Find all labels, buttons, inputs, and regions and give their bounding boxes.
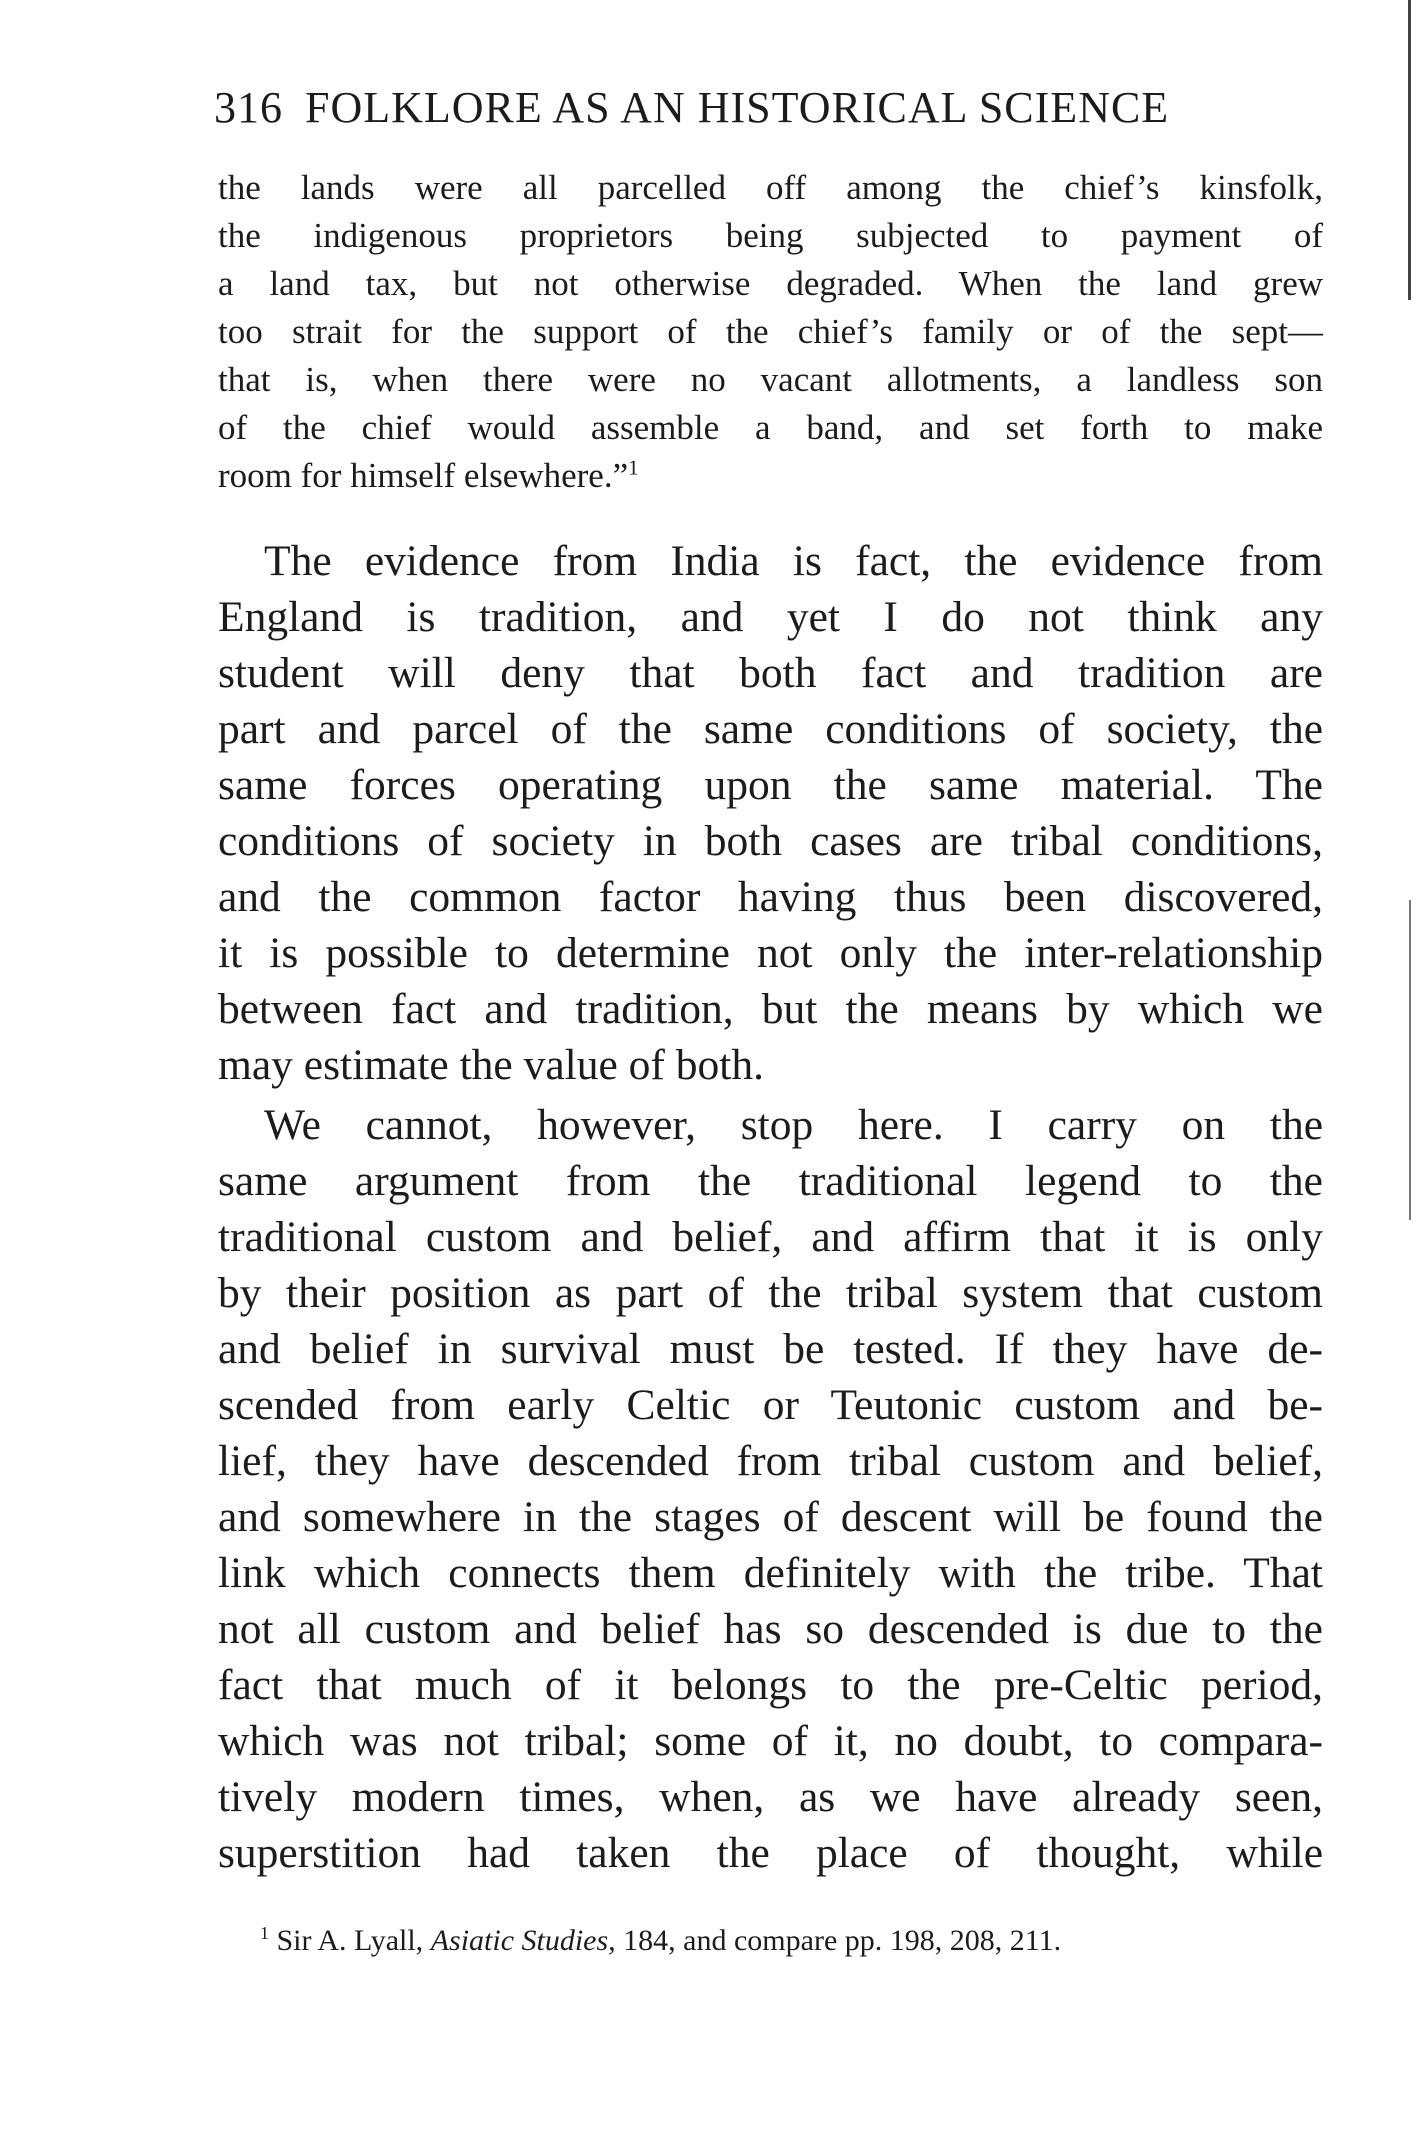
quote-line: a land tax, but not otherwise degraded. When the land grew (218, 264, 1323, 303)
paragraph-line: lief, they have descended from tribal custom and belief, (218, 1437, 1323, 1485)
paragraph-line: not all custom and belief has so descended is due to the (218, 1605, 1323, 1653)
paragraph-line: traditional custom and belief, and affirm that it is only (218, 1213, 1323, 1261)
paragraph-line: student will deny that both fact and tradition are (218, 649, 1323, 697)
paragraph-2 (218, 1097, 1323, 1881)
page-number: 316 (214, 83, 283, 132)
paragraph-line: between fact and tradition, but the means by which we (218, 985, 1323, 1033)
quote-line-last (218, 452, 1323, 500)
paragraph-line: and the common factor having thus been discovered, (218, 873, 1323, 921)
paragraph-line: fact that much of it belongs to the pre-Celtic period, (218, 1661, 1323, 1709)
quote-line: the lands were all parcelled off among the chief’s kinsfolk, (218, 168, 1323, 207)
paragraph-line: link which connects them definitely with the tribe. That (218, 1549, 1323, 1597)
footnote-title: Asiatic Studies, (430, 1924, 616, 1957)
paragraph-line: conditions of society in both cases are tribal conditions, (218, 817, 1323, 865)
footnote (260, 1924, 1061, 1958)
paragraph-line: and somewhere in the stages of descent will be found the (218, 1493, 1323, 1541)
footnote-author: Sir A. Lyall, (276, 1924, 424, 1957)
running-title: FOLKLORE AS AN HISTORICAL SCIENCE (305, 83, 1170, 132)
paragraph-line: same argument from the traditional legend to the (218, 1157, 1323, 1205)
paragraph-line: part and parcel of the same conditions of society, the (218, 705, 1323, 753)
paragraph-line: We cannot, however, stop here. I carry on the (264, 1101, 1323, 1149)
running-header (214, 82, 1254, 133)
paragraph-line: superstition had taken the place of thought, while (218, 1829, 1323, 1877)
paragraph-line: scended from early Celtic or Teutonic custom and be- (218, 1381, 1323, 1429)
page-edge-shadow (1409, 900, 1411, 1220)
quote-line: the indigenous proprietors being subjected to payment of (218, 216, 1323, 255)
quote-line: too strait for the support of the chief’s family or of the sept— (218, 312, 1323, 351)
footnote-text: 184, and compare pp. 198, 208, 211. (623, 1924, 1062, 1957)
quoted-passage (218, 164, 1323, 500)
quote-line: of the chief would assemble a band, and set forth to make (218, 408, 1323, 447)
footnote-reference: 1 (628, 455, 639, 480)
paragraph-line: it is possible to determine not only the inter-relationship (218, 929, 1323, 977)
quote-line: that is, when there were no vacant allotments, a landless son (218, 360, 1323, 399)
paragraph-line: may estimate the value of both. (218, 1041, 765, 1089)
paragraph-line: England is tradition, and yet I do not think any (218, 593, 1323, 641)
paragraph-1 (218, 533, 1323, 1093)
paragraph-line: same forces operating upon the same material. The (218, 761, 1323, 809)
quote-line-text: room for himself elsewhere.” (218, 456, 629, 495)
paragraph-line: and belief in survival must be tested. If they have de- (218, 1325, 1323, 1373)
paragraph-line: which was not tribal; some of it, no doubt, to compara- (218, 1717, 1323, 1765)
page-edge-shadow (1408, 0, 1411, 300)
paragraph-line: The evidence from India is fact, the evidence from (264, 537, 1323, 585)
paragraph-line: by their position as part of the tribal system that custom (218, 1269, 1323, 1317)
paragraph-line: tively modern times, when, as we have already seen, (218, 1773, 1323, 1821)
footnote-marker: 1 (260, 1923, 269, 1943)
